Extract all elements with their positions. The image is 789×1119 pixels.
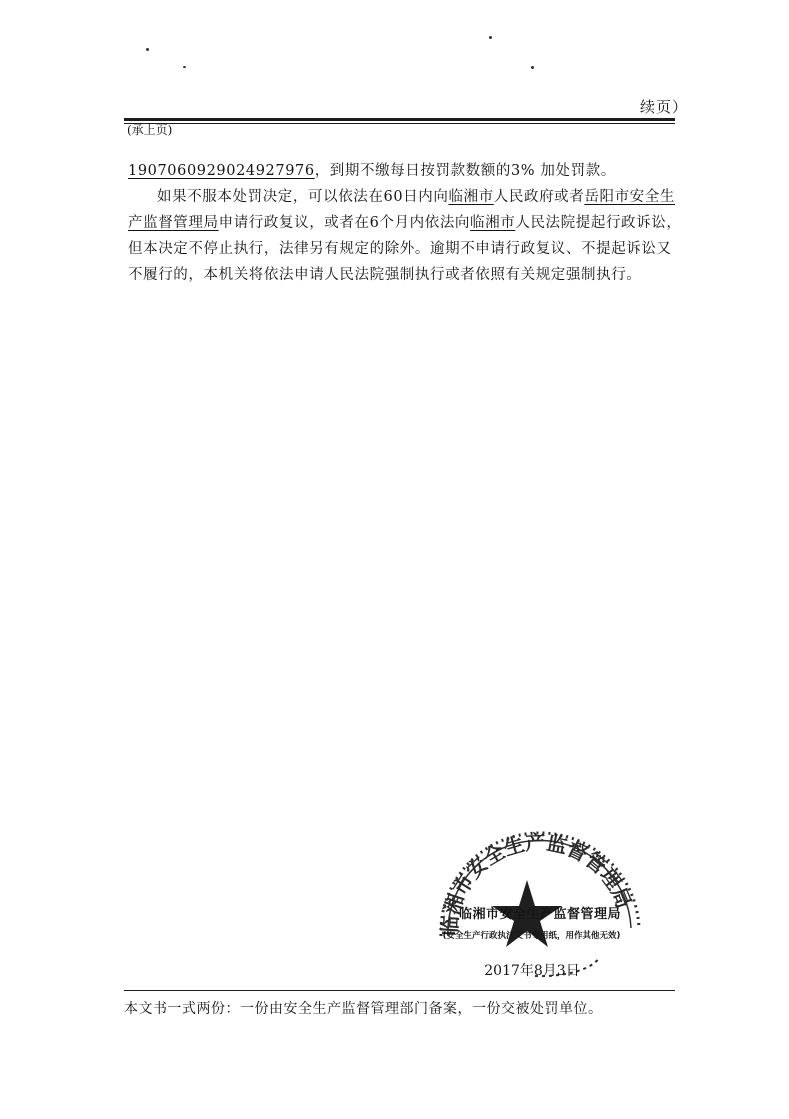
header-rule-thin [124,123,675,124]
continued-page-label: 续页） [640,98,689,116]
gov-city: 临湘市 [448,189,494,205]
issuing-authority: 临湘市安全生产监督管理局 [458,907,621,922]
account-number: 1907060929024927976 [128,163,315,179]
paragraph-appeal [128,184,684,288]
footer-note: 本文书一式两份：一份由安全生产监督管理部门备案，一份交被处罚单位。 [124,1001,603,1017]
scan-speck [183,66,186,68]
document-body [128,158,684,288]
scan-speck [489,36,492,39]
upper-authority: 岳阳市安全生产监督管理局 [128,189,675,231]
footer-rule [124,990,675,991]
header-rule [124,118,675,121]
appeal-text-4: 人民法院提起行政诉讼，但本决定不停止执行，法律另有规定的除外。逾期不申请行政复议、不提起诉讼又不履行的，本机关将依法申请人民法院强制执行或者依照有关规定强制执行。 [128,215,682,283]
court-city: 临湘市 [470,215,516,231]
carry-over-label: (承上页) [127,123,173,137]
overdue-text: ，到期不缴每日按罚款数额的3% 加处罚款。 [314,163,616,179]
seal-ring-text: 临湘市安全生产监督管理局 [437,830,637,937]
scan-speck [531,66,534,69]
appeal-text-1: 如果不服本处罚决定，可以依法在60日内向 [157,189,449,205]
appeal-text-2: 人民政府或者 [493,189,585,205]
paragraph-fine-overdue [128,158,684,184]
paper-usage-note: (安全生产行政执法文书专用纸，用作其他无效) [442,931,621,941]
appeal-text-3: 申请行政复议，或者在6个月内依法向 [218,215,471,231]
issue-date: 2017年8月3日 [484,963,580,979]
scan-speck [146,48,149,51]
